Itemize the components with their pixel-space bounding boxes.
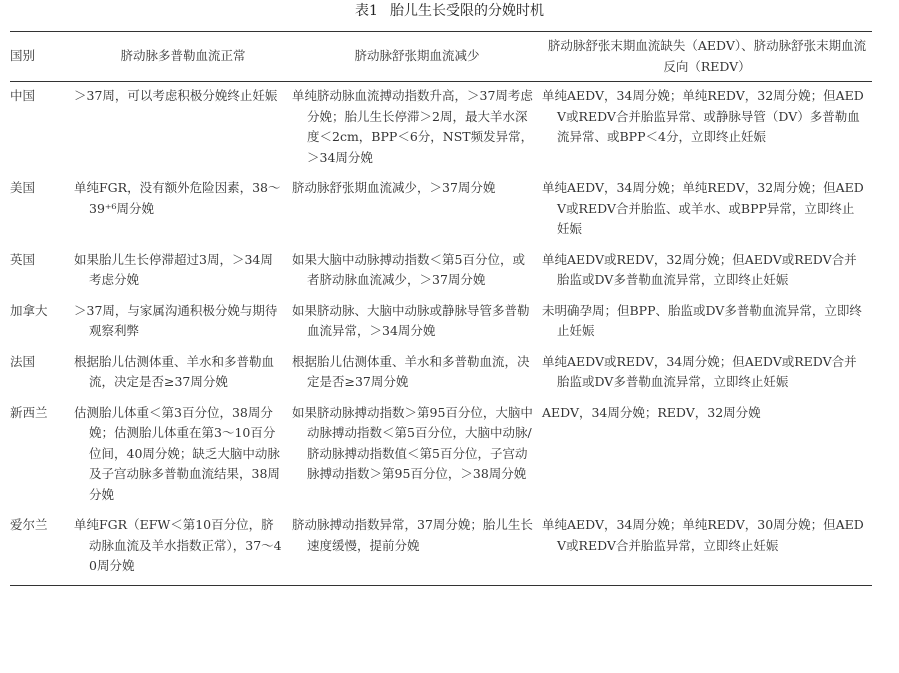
table-row <box>10 174 872 246</box>
absent-reversed-flow-cell <box>542 297 872 348</box>
cell-text: 根据胎儿估测体重、羊水和多普勒血流，决定是否≥37周分娩 <box>74 353 275 389</box>
table-title: 胎儿生长受限的分娩时机 <box>389 3 544 19</box>
country-cell: 爱尔兰 <box>10 511 74 585</box>
absent-reversed-flow-cell <box>542 348 872 399</box>
normal-flow-cell <box>74 348 292 399</box>
reduced-flow-cell <box>292 348 542 399</box>
absent-reversed-flow-cell <box>542 82 872 175</box>
cell-text: 未明确孕周；但BPP、胎监或DV多普勒血流异常，立即终止妊娠 <box>542 302 862 338</box>
normal-flow-cell <box>74 174 292 246</box>
country-cell: 法国 <box>10 353 36 369</box>
cell-text: 单纯FGR，没有额外危险因素，38～39⁺⁶周分娩 <box>74 180 281 216</box>
country-cell: 新西兰 <box>10 404 48 420</box>
header-normal-flow: 脐动脉多普勒血流正常 <box>74 32 292 82</box>
reduced-flow-cell <box>292 297 542 348</box>
absent-reversed-flow-cell <box>542 246 872 297</box>
cell-text: 估测胎儿体重＜第3百分位，38周分娩；估测胎儿体重在第3～10百分位间，40周分娩；缺乏大脑中动脉及子宫动脉多普勒血流结果，38周分娩 <box>74 404 280 502</box>
reduced-flow-cell <box>292 399 542 512</box>
cell-text: 如果胎儿生长停滞超过3周，＞34周考虑分娩 <box>74 251 273 287</box>
header-absent-reversed-flow: 脐动脉舒张末期血流缺失（AEDV）、脐动脉舒张末期血流反向（REDV） <box>542 32 872 82</box>
table-header <box>10 32 872 82</box>
cell-text: 根据胎儿估测体重、羊水和多普勒血流，决定是否≥37周分娩 <box>292 353 530 389</box>
cell-text: 单纯AEDV，34周分娩；单纯REDV，30周分娩；但AEDV或REDV合并胎监异常，立即终止妊娠 <box>542 517 864 553</box>
country-cell: 加拿大 <box>10 302 48 318</box>
normal-flow-cell <box>74 297 292 348</box>
normal-flow-cell <box>74 82 292 175</box>
cell-text: 单纯FGR（EFW＜第10百分位，脐动脉血流及羊水指数正常），37～40周分娩 <box>74 517 282 573</box>
cell-text: 单纯AEDV，34周分娩；单纯REDV，32周分娩；但AEDV或REDV合并胎监、或羊水、或BPP异常，立即终止妊娠 <box>542 180 864 236</box>
absent-reversed-flow-cell <box>542 511 872 585</box>
table-body <box>10 82 872 586</box>
reduced-flow-cell <box>292 82 542 175</box>
table-row <box>10 246 872 297</box>
table-row <box>10 348 872 399</box>
cell-text: 脐动脉舒张期血流减少，＞37周分娩 <box>292 180 496 195</box>
normal-flow-cell <box>74 399 292 512</box>
cell-text: ＞37周，与家属沟通积极分娩与期待观察利弊 <box>74 302 278 338</box>
cell-text: 单纯AEDV或REDV，34周分娩；但AEDV或REDV合并胎监或DV多普勒血流异常，立即终止妊娠 <box>542 353 857 389</box>
table-row <box>10 511 872 585</box>
table-row <box>10 297 872 348</box>
delivery-timing-table <box>10 31 872 586</box>
reduced-flow-cell <box>292 174 542 246</box>
country-cell: 美国 <box>10 180 36 195</box>
reduced-flow-cell <box>292 511 542 585</box>
cell-text: 脐动脉搏动指数异常，37周分娩；胎儿生长速度缓慢，提前分娩 <box>292 517 533 553</box>
cell-text: 如果脐动脉搏动指数＞第95百分位，大脑中动脉搏动指数＜第5百分位，大脑中动脉/脐动脉搏动指数值＜第5百分位，子宫动脉搏动指数＞第95百分位，＞38周分娩 <box>292 404 533 481</box>
normal-flow-cell <box>74 246 292 297</box>
header-reduced-flow: 脐动脉舒张期血流减少 <box>292 32 542 82</box>
table-caption <box>0 0 899 28</box>
table-row <box>10 82 872 175</box>
cell-text: ＞37周，可以考虑积极分娩终止妊娠 <box>74 88 278 103</box>
cell-text: AEDV，34周分娩；REDV，32周分娩 <box>542 404 761 420</box>
reduced-flow-cell <box>292 246 542 297</box>
cell-text: 如果脐动脉、大脑中动脉或静脉导管多普勒血流异常，＞34周分娩 <box>292 302 530 338</box>
cell-text: 单纯AEDV，34周分娩；单纯REDV，32周分娩；但AEDV或REDV合并胎监异常、或静脉导管（DV）多普勒血流异常、或BPP＜4分，立即终止妊娠 <box>542 88 864 144</box>
cell-text: 如果大脑中动脉搏动指数＜第5百分位，或者脐动脉血流减少，＞37周分娩 <box>292 251 525 287</box>
cell-text: 单纯AEDV或REDV，32周分娩；但AEDV或REDV合并胎监或DV多普勒血流异常，立即终止妊娠 <box>542 251 857 287</box>
absent-reversed-flow-cell <box>542 174 872 246</box>
cell-text: 单纯脐动脉血流搏动指数升高，＞37周考虑分娩；胎儿生长停滞＞2周，最大羊水深度＜2cm，BPP＜6分，NST频发异常，＞34周分娩 <box>292 88 534 165</box>
header-row <box>10 32 872 82</box>
table-number: 表1 <box>355 3 378 19</box>
table-row <box>10 399 872 512</box>
country-cell: 英国 <box>10 251 36 267</box>
country-cell: 中国 <box>10 88 36 103</box>
header-country: 国别 <box>10 32 74 82</box>
normal-flow-cell <box>74 511 292 585</box>
absent-reversed-flow-cell <box>542 399 872 512</box>
